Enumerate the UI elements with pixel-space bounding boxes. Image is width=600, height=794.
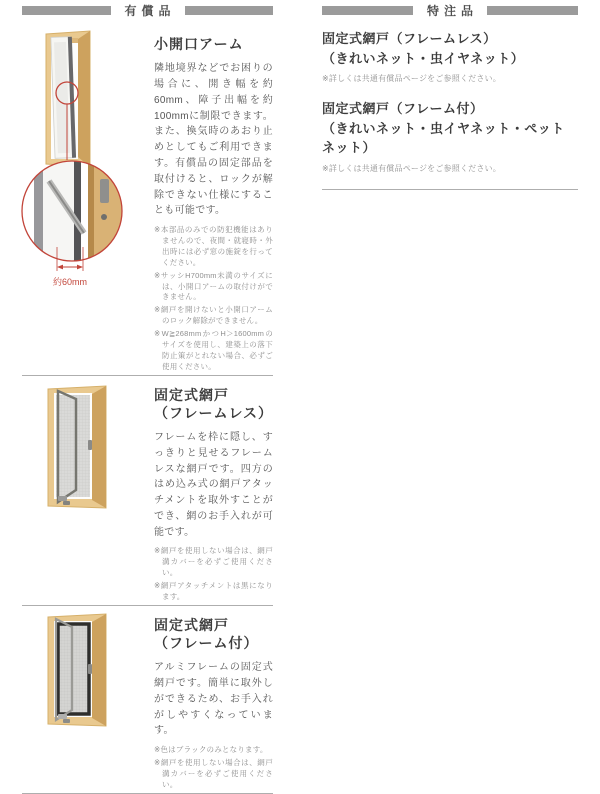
section-title: [154, 616, 273, 652]
section-note: ※サッシH700mm未満のサイズには、小開口アームの取付けができません。: [154, 270, 273, 302]
small-opening-arm-window-illustration: [22, 29, 150, 293]
special-order-column: [322, 4, 578, 190]
header-bar-left: [22, 6, 111, 15]
section-body: アルミフレームの固定式網戸です。簡単に取外しができるため、お手入れがしやすくなっています。: [154, 662, 273, 737]
section-title: [154, 386, 273, 422]
section-title: [154, 35, 273, 53]
screen-knob: [88, 440, 92, 450]
item-note: ※詳しくは共通有償品ページをご参照ください。: [322, 74, 501, 83]
title-line1: 固定式網戸（フレームレス）: [322, 31, 497, 46]
item-title: [322, 99, 578, 158]
special-order-item-frameless: [322, 29, 578, 84]
section-note: ※本部品のみでの防犯機能はありませんので、夜間・就寝時・外出時には必ず窓の施錠を行ってください。: [154, 225, 273, 267]
window-handle: [58, 496, 67, 501]
dimension-arrowhead-right: [77, 265, 83, 270]
divider: [322, 189, 578, 190]
window-handle: [58, 714, 67, 719]
paid-options-header: [22, 4, 273, 17]
window-lock: [63, 719, 70, 723]
screen-knob: [88, 664, 92, 674]
section-body: フレームを枠に隠し、すっきりと見せるフレームレスな網戸です。四方のはめ込み式の網戸アタッチメントを取外すことができ、網のお手入れが可能です。: [154, 431, 273, 538]
title-line2: （きれいネット・虫イヤネット・ペットネット）: [322, 120, 565, 155]
item-title: [322, 29, 578, 68]
section-fixed-screen-framed: [22, 606, 273, 794]
section-fixed-screen-frameless: [22, 376, 273, 606]
item-note: ※詳しくは共通有償品ページをご参照ください。: [322, 163, 501, 173]
section-body: 隣地境界などでお困りの場合に、開き幅を約60mm、障子出幅を約100mmに制限できます。また、換気時のあおり止めとしてもご利用できます。有償品の固定部品を取付けると、ロックが解除できない仕様にすることも可能です。: [154, 63, 273, 217]
special-order-header: [322, 4, 578, 17]
special-order-header-title: 特注品: [427, 4, 479, 18]
title-line2: （きれいネット・虫イヤネット）: [322, 50, 525, 66]
window-lock: [63, 501, 70, 505]
section-note: ※網戸を使用しない場合は、網戸溝カバーを必ずご使用ください。: [154, 546, 273, 578]
section-note: ※色はブラックのみとなります。: [154, 745, 268, 755]
illustration-wrap: [22, 610, 154, 793]
title-line2: （フレーム付）: [154, 635, 259, 652]
dimension-label: 約60mm: [52, 277, 88, 287]
section-note: ※網戸を開けないと小開口アームのロック解除ができません。: [154, 305, 273, 326]
framed-screen-window-illustration: [22, 610, 150, 736]
title-line2: （フレームレス）: [154, 404, 274, 421]
header-bar-right: [487, 6, 578, 15]
special-order-item-framed: [322, 99, 578, 174]
illustration-wrap: [22, 29, 154, 375]
section-note: ※網戸を使用しない場合は、網戸溝カバーを必ずご使用ください。: [154, 758, 273, 789]
section-note: ※W≧268mmかつH＞1600mmのサイズを使用し、建築上の落下防止策がとれない場合、必ずご使用ください。: [154, 329, 273, 371]
title-line1: 小開口アーム: [154, 36, 244, 52]
title-line1: 固定式網戸（フレーム付）: [322, 101, 484, 116]
section-text: [154, 610, 273, 793]
paid-options-header-title: 有償品: [124, 4, 176, 18]
title-line1: 固定式網戸: [154, 616, 229, 633]
header-bar-left: [322, 6, 413, 15]
paid-options-column: [22, 4, 273, 794]
section-small-opening-arm: [22, 29, 273, 376]
frameless-screen-window-illustration: [22, 380, 150, 528]
header-bar-right: [185, 6, 274, 15]
section-text: [154, 29, 273, 375]
section-text: [154, 380, 273, 605]
dimension-arrowhead-left: [57, 265, 63, 270]
title-line1: 固定式網戸: [154, 386, 229, 403]
section-note: ※網戸アタッチメントは黒になります。: [154, 581, 273, 601]
illustration-wrap: [22, 380, 154, 605]
